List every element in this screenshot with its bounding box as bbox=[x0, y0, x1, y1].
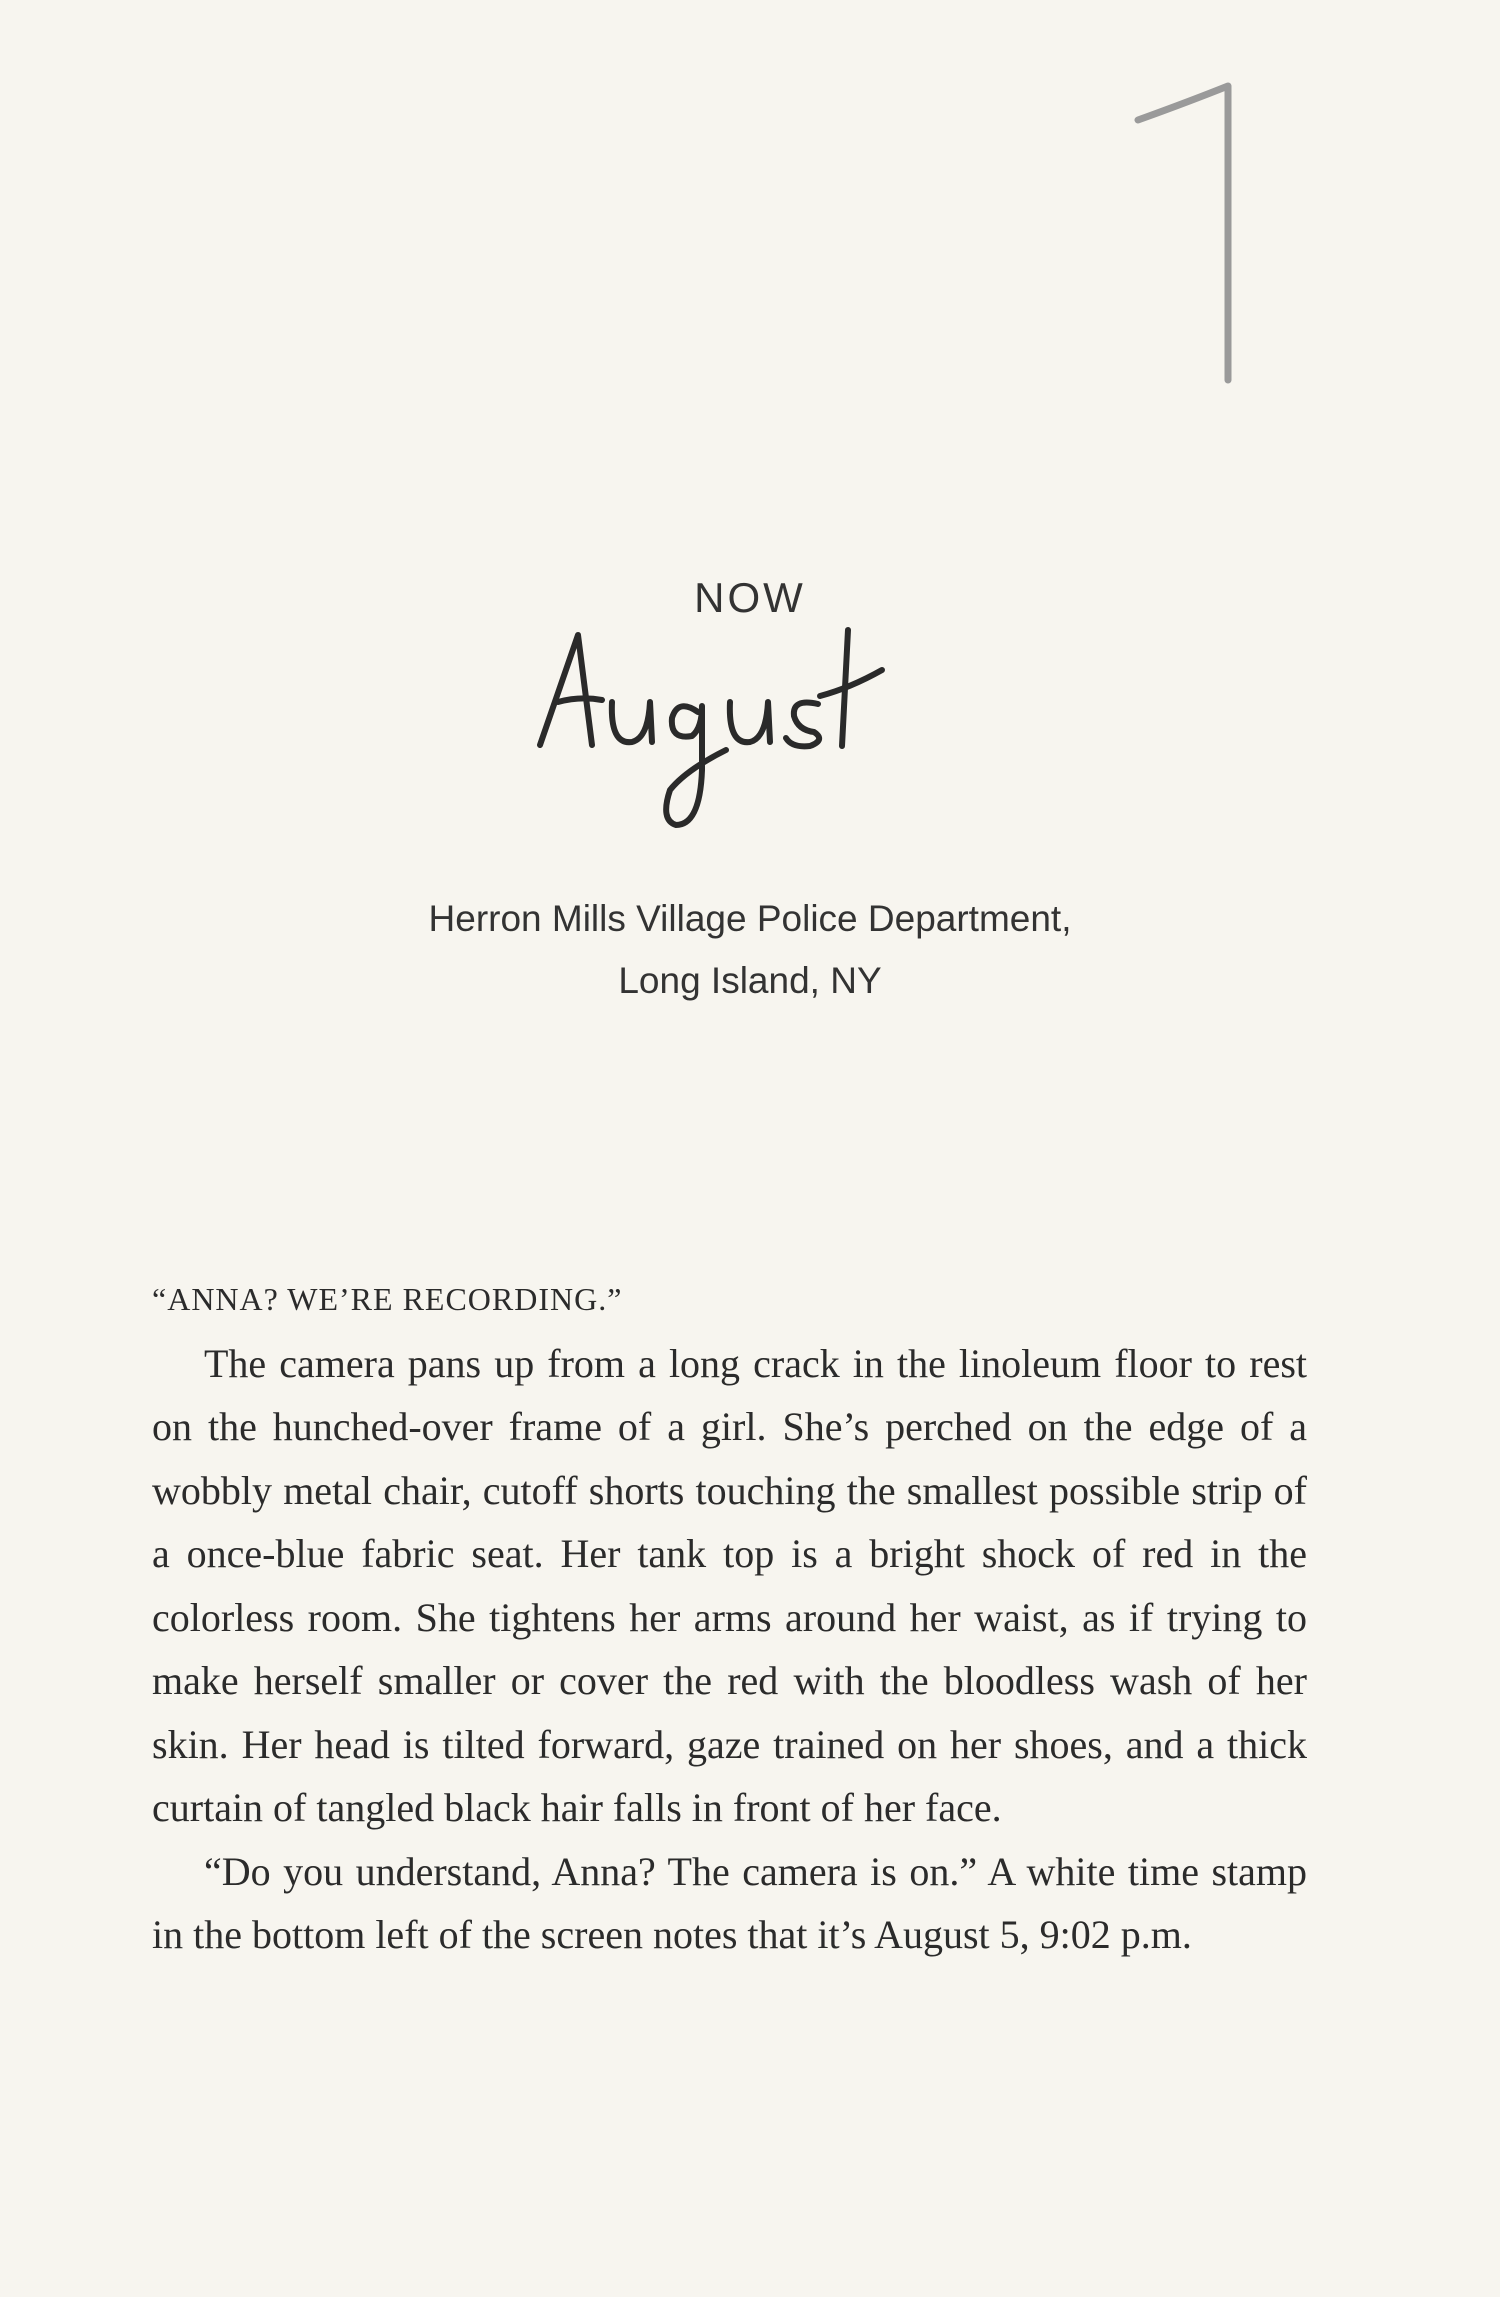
chapter-number-glyph bbox=[1118, 80, 1258, 400]
paragraph: The camera pans up from a long crack in the linoleum floor to rest on the hunched-over frame of a girl. She’s perched on the edge of a wobbly metal chair, cutoff shorts touching the smallest possible strip of a once-blue fabric seat. Her tank top is a bright shock of red in the colorless room. She tightens her arms around her waist, as if trying to make herself smaller or cover the red with the bloodless wash of her skin. Her head is tilted forward, gaze trained on her shoes, and a thick curtain of tangled black hair falls in front of her face. bbox=[152, 1340, 1307, 1830]
paragraph: “Do you understand, Anna? The camera is on.” A white time stamp in the bottom left of the screen notes that it’s August 5, 9:02 p.m. bbox=[152, 1848, 1307, 1957]
location-line-1: Herron Mills Village Police Department, bbox=[428, 898, 1072, 939]
chapter-number bbox=[1118, 80, 1258, 400]
month-script-heading bbox=[530, 620, 970, 870]
location-line-2: Long Island, NY bbox=[618, 960, 882, 1001]
month-script-lettering bbox=[530, 620, 970, 870]
body-text bbox=[152, 1268, 1307, 1967]
opening-line: “ANNA? WE’RE RECORDING.” bbox=[152, 1281, 623, 1317]
section-label: NOW bbox=[694, 574, 806, 621]
location-heading bbox=[0, 888, 1500, 1012]
